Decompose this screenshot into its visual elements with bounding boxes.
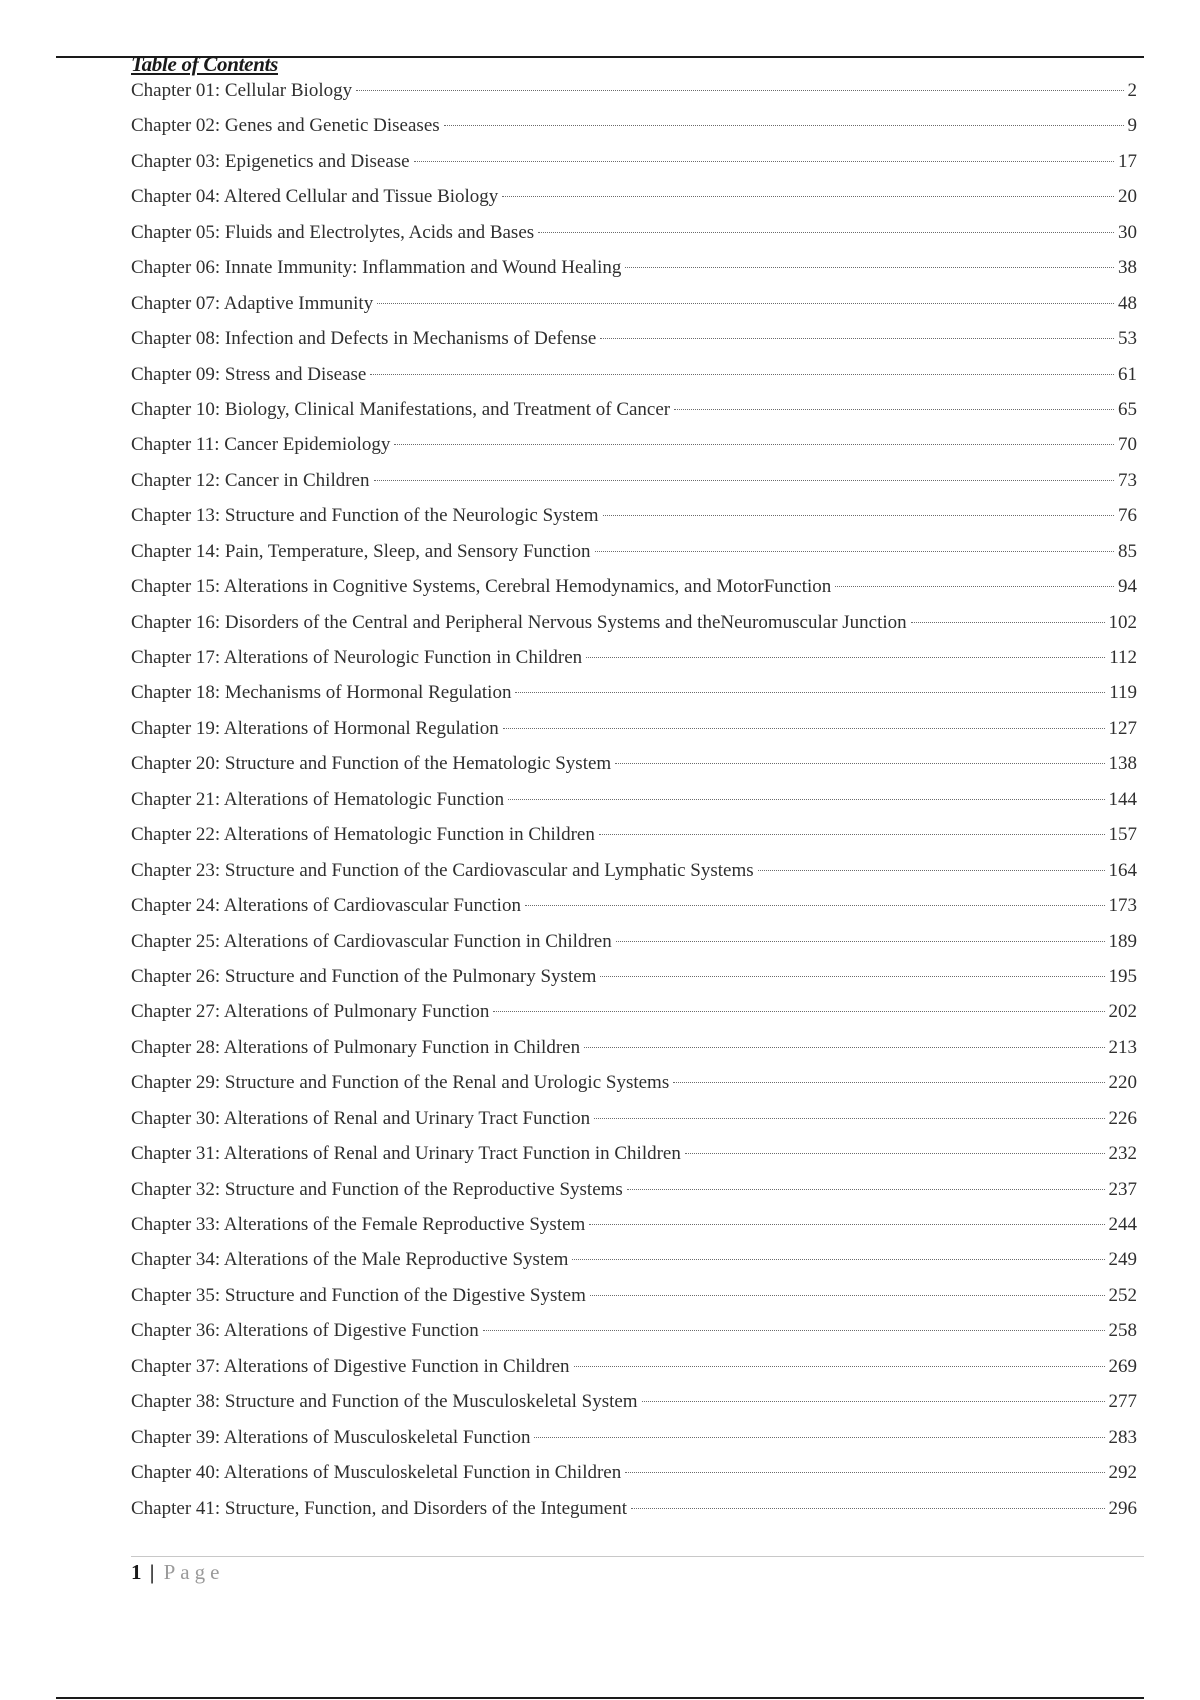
toc-entry-page[interactable]: 17 <box>1118 150 1137 172</box>
toc-dot-leader <box>370 374 1114 375</box>
toc-dot-leader <box>911 622 1105 623</box>
toc-dot-leader <box>625 267 1114 268</box>
toc-entry-label[interactable]: Chapter 26: Structure and Function of the Pulmonary System <box>131 965 597 987</box>
toc-dot-leader <box>483 1330 1105 1331</box>
page-footer <box>131 1560 224 1584</box>
toc-entry[interactable] <box>131 711 1137 746</box>
toc-entry-label[interactable]: Chapter 34: Alterations of the Male Reproductive System <box>131 1249 569 1271</box>
toc-entry-label[interactable]: Chapter 33: Alterations of the Female Reproductive System <box>131 1214 586 1235</box>
toc-entry-label[interactable]: Chapter 18: Mechanisms of Hormonal Regulation <box>131 682 512 704</box>
toc-entry-page[interactable]: 38 <box>1118 257 1137 279</box>
toc-entry-page[interactable]: 85 <box>1118 540 1137 562</box>
toc-entry-page[interactable]: 173 <box>1108 895 1137 917</box>
toc-entry[interactable] <box>131 640 1137 675</box>
toc-entry-page[interactable]: 9 <box>1127 115 1137 137</box>
toc-entry-label[interactable]: Chapter 22: Alterations of Hematologic Function in Children <box>131 824 595 846</box>
toc-entry[interactable] <box>131 286 1137 321</box>
toc-entry-label[interactable]: Chapter 36: Alterations of Digestive Function <box>131 1320 479 1342</box>
toc-entry-page[interactable]: 164 <box>1108 859 1137 881</box>
toc-entry-page[interactable]: 296 <box>1108 1497 1137 1519</box>
toc-dot-leader <box>600 976 1104 977</box>
toc-dot-leader <box>534 1437 1104 1438</box>
toc-dot-leader <box>538 232 1114 233</box>
toc-dot-leader <box>590 1295 1105 1296</box>
toc-entry-page[interactable]: 249 <box>1108 1249 1137 1271</box>
toc-entry[interactable] <box>131 817 1137 852</box>
toc-title: Table of Contents <box>131 52 278 76</box>
toc-dot-leader <box>673 1082 1104 1083</box>
toc-entry-label[interactable]: Chapter 13: Structure and Function of the Neurologic System <box>131 505 599 527</box>
toc-entry-page[interactable]: 232 <box>1108 1143 1137 1165</box>
toc-dot-leader <box>631 1508 1104 1509</box>
toc-entry[interactable] <box>131 1242 1137 1277</box>
toc-entry[interactable] <box>131 498 1137 533</box>
toc-entry-page[interactable]: 269 <box>1108 1355 1137 1377</box>
toc-entry[interactable] <box>131 179 1137 214</box>
toc-dot-leader <box>642 1401 1105 1402</box>
toc-entry-label[interactable]: Chapter 24: Alterations of Cardiovascular Function <box>131 895 521 917</box>
toc-entry[interactable] <box>131 994 1137 1029</box>
toc-dot-leader <box>508 799 1104 800</box>
footer-separator: | <box>149 1560 155 1584</box>
toc-entry-page[interactable]: 195 <box>1108 965 1137 987</box>
toc-entry[interactable] <box>131 392 1137 427</box>
toc-entry[interactable] <box>131 1030 1137 1065</box>
toc-entry-page[interactable]: 292 <box>1108 1462 1137 1484</box>
toc-entry-page[interactable]: 30 <box>1118 221 1137 243</box>
toc-dot-leader <box>603 515 1114 516</box>
toc-entry[interactable] <box>131 534 1137 569</box>
toc-dot-leader <box>600 338 1114 339</box>
toc-dot-leader <box>377 303 1114 304</box>
toc-dot-leader <box>674 409 1114 410</box>
toc-dot-leader <box>758 870 1105 871</box>
toc-entry-page[interactable]: 70 <box>1118 434 1137 456</box>
footer-page-label: Page <box>163 1560 225 1584</box>
toc-dot-leader <box>574 1366 1105 1367</box>
toc-entry-label[interactable]: Chapter 38: Structure and Function of the Musculoskeletal System <box>131 1391 638 1413</box>
toc-entry-label[interactable]: Chapter 19: Alterations of Hormonal Regulation <box>131 717 499 739</box>
toc-dot-leader <box>515 692 1105 693</box>
toc-entry-page[interactable]: 202 <box>1108 1001 1137 1023</box>
toc-entry-label[interactable]: Chapter 27: Alterations of Pulmonary Function <box>131 1001 490 1023</box>
toc-entry-label[interactable]: Chapter 31: Alterations of Renal and Urinary Tract Function in Children <box>131 1143 681 1165</box>
toc-entry-label[interactable]: Chapter 09: Stress and Disease <box>131 363 367 385</box>
toc-dot-leader <box>493 1011 1104 1012</box>
toc-entry-label[interactable]: Chapter 28: Alterations of Pulmonary Function in Children <box>131 1036 581 1058</box>
toc-entry[interactable] <box>131 853 1137 888</box>
toc-entry-label[interactable]: Chapter 08: Infection and Defects in Mechanisms of Defense <box>131 328 597 350</box>
toc-entry-label[interactable]: Chapter 16: Disorders of the Central and Peripheral Nervous Systems and theNeuromuscular Junction <box>131 611 907 633</box>
toc-entry-page[interactable]: 258 <box>1108 1320 1137 1342</box>
toc-entry-label[interactable]: Chapter 07: Adaptive Immunity <box>131 292 374 314</box>
toc-dot-leader <box>615 763 1104 764</box>
toc-entry[interactable] <box>131 321 1137 356</box>
toc-dot-leader <box>394 444 1114 445</box>
footer-divider <box>131 1556 1144 1557</box>
toc-entry[interactable] <box>131 569 1137 604</box>
toc-dot-leader <box>589 1224 1104 1225</box>
toc-entry-label[interactable]: Chapter 14: Pain, Temperature, Sleep, and Sensory Function <box>131 540 591 562</box>
toc-entry[interactable] <box>131 1278 1137 1313</box>
toc-entry-page[interactable]: 237 <box>1108 1178 1137 1200</box>
toc-dot-leader <box>525 905 1105 906</box>
toc-entry[interactable] <box>131 1172 1137 1207</box>
toc-entry-page[interactable]: 53 <box>1118 328 1137 350</box>
toc-entry-page[interactable]: 144 <box>1108 788 1137 810</box>
toc-dot-leader <box>414 161 1114 162</box>
toc-entry[interactable] <box>131 1065 1137 1100</box>
toc-entry-page[interactable]: 119 <box>1109 682 1137 704</box>
toc-entry-label[interactable]: Chapter 01: Cellular Biology <box>131 80 353 101</box>
toc-entry-page[interactable]: 277 <box>1108 1391 1137 1413</box>
toc-dot-leader <box>584 1047 1104 1048</box>
toc-entry[interactable] <box>131 1349 1137 1384</box>
toc-dot-leader <box>502 196 1114 197</box>
toc-entry-label[interactable]: Chapter 35: Structure and Function of the Digestive System <box>131 1284 586 1306</box>
toc-entry[interactable] <box>131 215 1137 250</box>
toc-entry-label[interactable]: Chapter 11: Cancer Epidemiology <box>131 434 391 456</box>
toc-entry-label[interactable]: Chapter 20: Structure and Function of the Hematologic System <box>131 753 612 775</box>
toc-entry-page[interactable]: 157 <box>1108 824 1137 846</box>
toc-entry-label[interactable]: Chapter 37: Alterations of Digestive Function in Children <box>131 1355 570 1377</box>
toc-entry-page[interactable]: 20 <box>1118 186 1137 208</box>
toc-entry-page[interactable]: 112 <box>1109 647 1137 668</box>
toc-entry[interactable] <box>131 144 1137 179</box>
toc-entry-label[interactable]: Chapter 23: Structure and Function of the Cardiovascular and Lymphatic Systems <box>131 859 754 881</box>
toc-entry[interactable] <box>131 1420 1137 1455</box>
toc-entry-label[interactable]: Chapter 04: Altered Cellular and Tissue Biology <box>131 186 499 208</box>
toc-entry[interactable] <box>131 1207 1137 1242</box>
toc-entry[interactable] <box>131 746 1137 781</box>
toc-dot-leader <box>356 90 1123 91</box>
footer-page-number: 1 <box>131 1560 142 1584</box>
toc-entry[interactable] <box>131 1455 1137 1490</box>
toc-entry-label[interactable]: Chapter 06: Innate Immunity: Inflammation and Wound Healing <box>131 257 622 279</box>
toc-entry-label[interactable]: Chapter 03: Epigenetics and Disease <box>131 150 410 172</box>
toc-entry-label[interactable]: Chapter 30: Alterations of Renal and Urinary Tract Function <box>131 1107 591 1129</box>
toc-dot-leader <box>572 1259 1104 1260</box>
toc-dot-leader <box>627 1189 1105 1190</box>
toc-entry-page[interactable]: 244 <box>1108 1214 1137 1235</box>
toc-entry[interactable] <box>131 427 1137 462</box>
toc-entry-page[interactable]: 220 <box>1108 1072 1137 1094</box>
toc-entry[interactable] <box>131 605 1137 640</box>
toc-entry-label[interactable]: Chapter 12: Cancer in Children <box>131 469 370 491</box>
toc-entry-label[interactable]: Chapter 39: Alterations of Musculoskeletal Function <box>131 1426 531 1448</box>
toc-dot-leader <box>625 1472 1104 1473</box>
toc-entry-label[interactable]: Chapter 29: Structure and Function of the Renal and Urologic Systems <box>131 1072 670 1094</box>
toc-entry[interactable] <box>131 1384 1137 1419</box>
toc-dot-leader <box>616 941 1105 942</box>
toc-list <box>131 73 1137 1526</box>
toc-entry[interactable] <box>131 357 1137 392</box>
toc-dot-leader <box>503 728 1105 729</box>
toc-dot-leader <box>374 480 1115 481</box>
toc-entry-page[interactable]: 226 <box>1108 1107 1137 1129</box>
toc-entry-page[interactable]: 2 <box>1127 80 1137 101</box>
toc-entry[interactable] <box>131 675 1137 710</box>
toc-entry-page[interactable]: 213 <box>1108 1036 1137 1058</box>
bottom-border-line <box>56 1697 1144 1699</box>
toc-entry[interactable] <box>131 463 1137 498</box>
toc-entry-page[interactable]: 102 <box>1108 611 1137 633</box>
toc-entry-page[interactable]: 65 <box>1118 398 1137 420</box>
toc-entry-page[interactable]: 61 <box>1118 363 1137 385</box>
toc-entry[interactable] <box>131 782 1137 817</box>
toc-entry[interactable] <box>131 924 1137 959</box>
toc-entry-page[interactable]: 127 <box>1108 717 1137 739</box>
toc-entry[interactable] <box>131 108 1137 143</box>
toc-entry-label[interactable]: Chapter 41: Structure, Function, and Disorders of the Integument <box>131 1497 628 1519</box>
toc-entry-page[interactable]: 283 <box>1108 1426 1137 1448</box>
toc-entry-label[interactable]: Chapter 05: Fluids and Electrolytes, Acids and Bases <box>131 221 535 243</box>
toc-entry[interactable] <box>131 959 1137 994</box>
toc-entry-page[interactable]: 138 <box>1108 753 1137 775</box>
toc-entry-label[interactable]: Chapter 15: Alterations in Cognitive Systems, Cerebral Hemodynamics, and MotorFunction <box>131 576 832 598</box>
toc-entry-page[interactable]: 94 <box>1118 576 1137 598</box>
toc-dot-leader <box>586 657 1105 658</box>
toc-entry-label[interactable]: Chapter 21: Alterations of Hematologic Function <box>131 788 505 810</box>
toc-entry-page[interactable]: 252 <box>1108 1284 1137 1306</box>
toc-dot-leader <box>595 551 1114 552</box>
toc-entry[interactable] <box>131 1101 1137 1136</box>
toc-entry[interactable] <box>131 250 1137 285</box>
toc-entry-label[interactable]: Chapter 40: Alterations of Musculoskeletal Function in Children <box>131 1462 622 1484</box>
toc-entry-page[interactable]: 73 <box>1118 469 1137 491</box>
toc-entry[interactable] <box>131 888 1137 923</box>
toc-entry-label[interactable]: Chapter 10: Biology, Clinical Manifestations, and Treatment of Cancer <box>131 398 671 420</box>
toc-entry[interactable] <box>131 1313 1137 1348</box>
toc-dot-leader <box>835 586 1114 587</box>
toc-dot-leader <box>594 1118 1104 1119</box>
toc-dot-leader <box>685 1153 1105 1154</box>
toc-entry-label[interactable]: Chapter 25: Alterations of Cardiovascular Function in Children <box>131 930 612 952</box>
toc-entry-page[interactable]: 189 <box>1108 930 1137 952</box>
toc-entry-label[interactable]: Chapter 32: Structure and Function of the Reproductive Systems <box>131 1178 623 1200</box>
toc-dot-leader <box>444 125 1124 126</box>
toc-entry[interactable] <box>131 1136 1137 1171</box>
toc-entry-page[interactable]: 76 <box>1118 505 1137 527</box>
toc-dot-leader <box>599 834 1105 835</box>
toc-entry[interactable] <box>131 73 1137 108</box>
toc-entry-label[interactable]: Chapter 17: Alterations of Neurologic Function in Children <box>131 647 583 668</box>
toc-entry-label[interactable]: Chapter 02: Genes and Genetic Diseases <box>131 115 440 137</box>
toc-entry[interactable] <box>131 1491 1137 1526</box>
toc-entry-page[interactable]: 48 <box>1118 292 1137 314</box>
